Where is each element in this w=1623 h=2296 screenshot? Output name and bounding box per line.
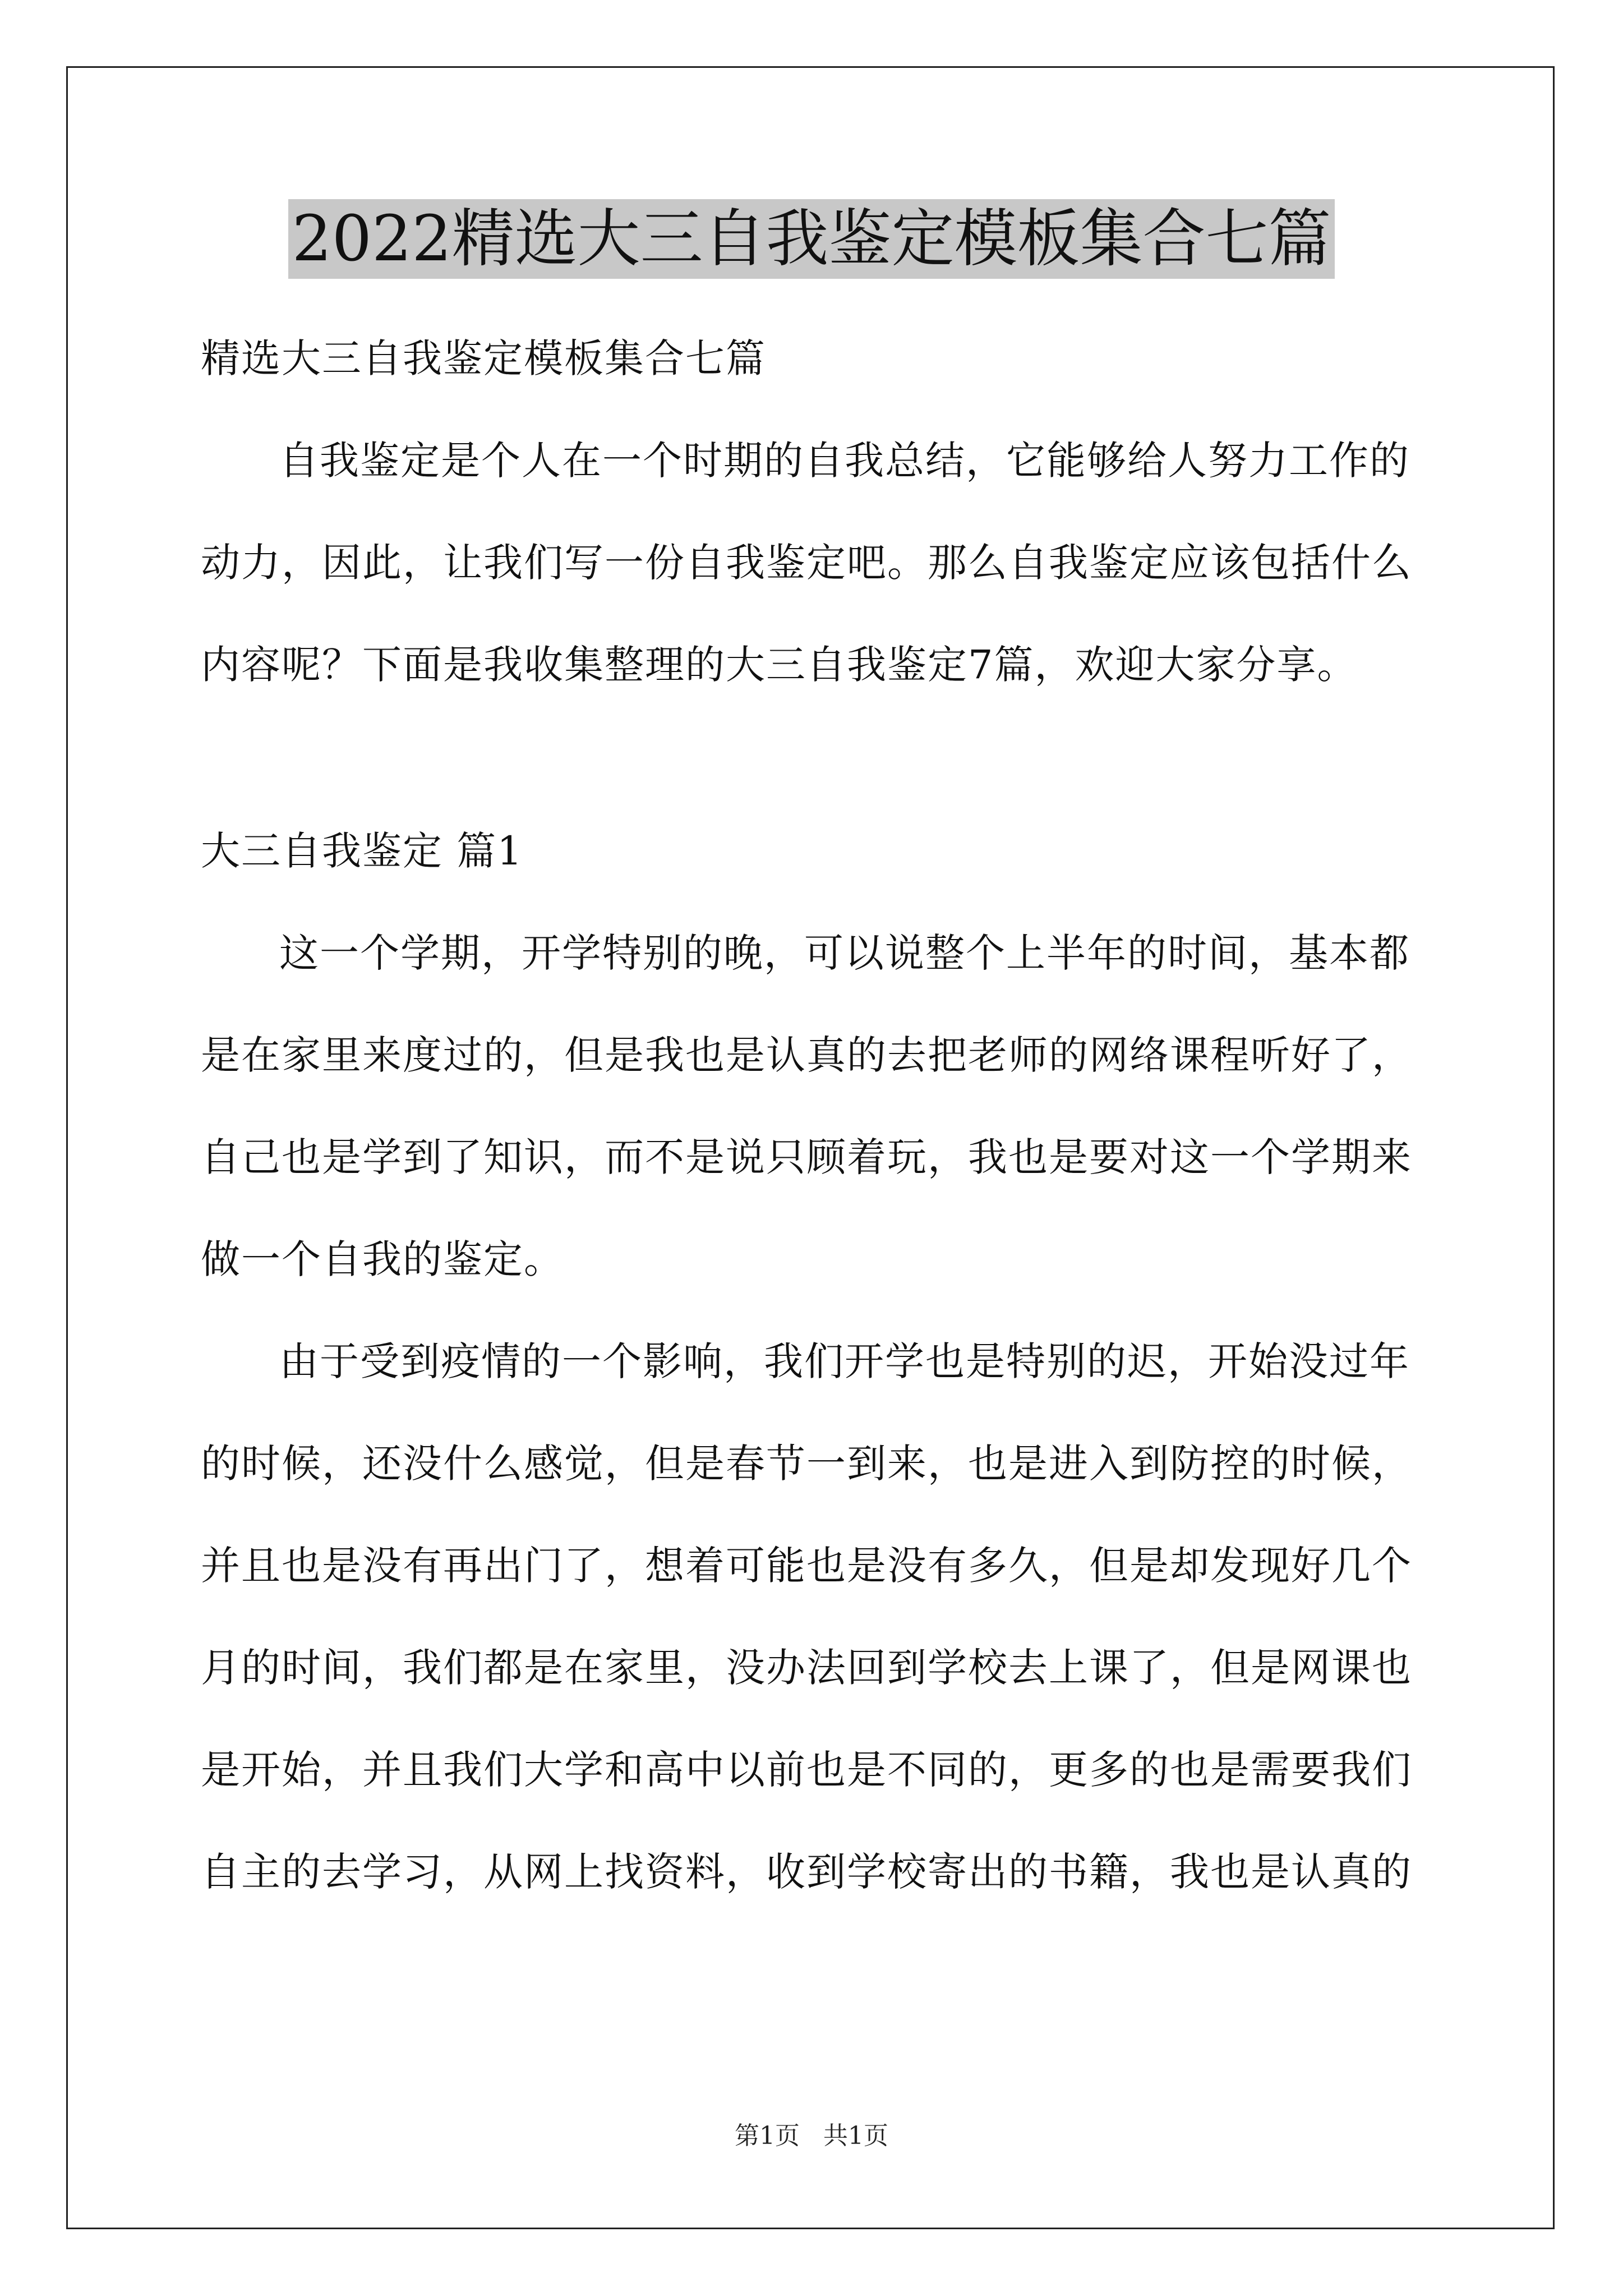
- paragraph-line: 月的时间，我们都是在家里，没办法回到学校去上课了，但是网课也: [201, 1645, 1412, 1691]
- paragraph-line: 自己也是学到了知识，而不是说只顾着玩，我也是要对这一个学期来: [201, 1134, 1412, 1180]
- section-heading: 大三自我鉴定 篇1: [201, 828, 523, 874]
- subtitle: 精选大三自我鉴定模板集合七篇: [201, 335, 766, 381]
- intro-paragraph: [201, 409, 1429, 716]
- paragraph-line: 是在家里来度过的，但是我也是认真的去把老师的网络课程听好了，: [201, 1032, 1412, 1078]
- paragraph-line: 是开始，并且我们大学和高中以前也是不同的，更多的也是需要我们: [201, 1747, 1412, 1793]
- section-gap: [201, 716, 1429, 800]
- intro-line: 自我鉴定是个人在一个时期的自我总结，它能够给人努力工作的: [279, 438, 1410, 484]
- title-container: [0, 199, 1623, 279]
- document-body: [201, 307, 1429, 1923]
- page-footer: 第1页 共1页: [735, 2122, 888, 2150]
- paragraph-2: [201, 1310, 1429, 1923]
- paragraph-1: [201, 902, 1429, 1310]
- paragraph-line: 自主的去学习，从网上找资料，收到学校寄出的书籍，我也是认真的: [201, 1849, 1412, 1895]
- paragraph-line: 的时候，还没什么感觉，但是春节一到来，也是进入到防控的时候，: [201, 1441, 1412, 1487]
- paragraph-line: 并且也是没有再出门了，想着可能也是没有多久，但是却发现好几个: [201, 1543, 1412, 1589]
- paragraph-line: 做一个自我的鉴定。: [201, 1236, 564, 1282]
- document-title: 2022精选大三自我鉴定模板集合七篇: [288, 199, 1334, 279]
- intro-line: 内容呢？下面是我收集整理的大三自我鉴定7篇，欢迎大家分享。: [201, 642, 1358, 688]
- paragraph-line: 由于受到疫情的一个影响，我们开学也是特别的迟，开始没过年: [279, 1338, 1410, 1384]
- intro-line: 动力，因此，让我们写一份自我鉴定吧。那么自我鉴定应该包括什么: [201, 540, 1412, 586]
- paragraph-line: 这一个学期，开学特别的晚，可以说整个上半年的时间，基本都: [279, 930, 1410, 976]
